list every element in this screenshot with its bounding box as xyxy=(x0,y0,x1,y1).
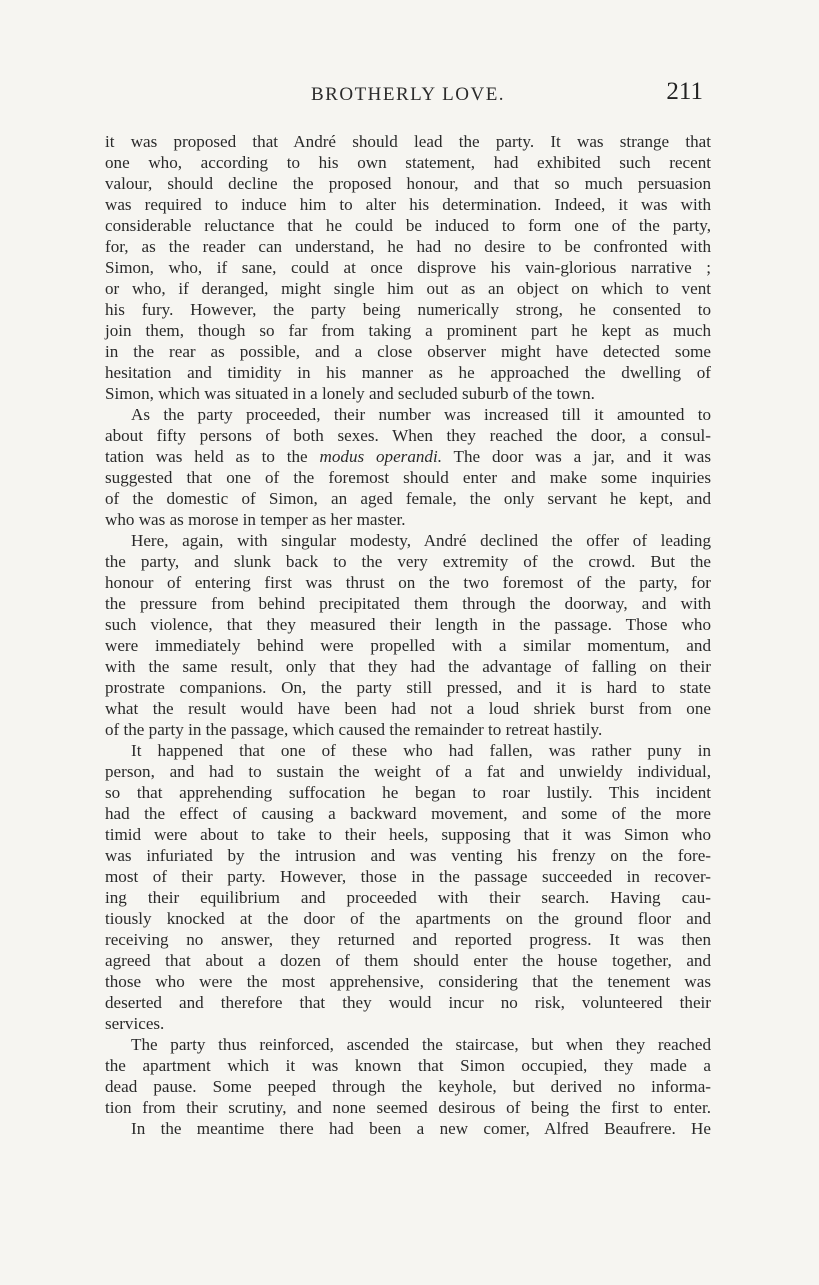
text-segment: or who, if deranged, might single him out as an object on which to vent xyxy=(105,279,711,298)
text-segment: was infuriated by the intrusion and was venting his frenzy on the fore- xyxy=(105,846,711,865)
text-segment: tion from their scrutiny, and none seemed desirous of being the first to enter. xyxy=(105,1098,711,1117)
text-line xyxy=(105,299,711,320)
text-line xyxy=(105,635,711,656)
running-title: BROTHERLY LOVE. xyxy=(311,84,506,105)
text-segment: As the party proceeded, their number was increased till it amounted to xyxy=(131,405,711,424)
text-segment: the pressure from behind precipitated them through the doorway, and with xyxy=(105,594,711,613)
text-segment: of the party in the passage, which caused the remainder to retreat hastily. xyxy=(105,720,603,739)
text-segment: valour, should decline the proposed honour, and that so much persuasion xyxy=(105,174,711,193)
text-segment: agreed that about a dozen of them should enter the house together, and xyxy=(105,951,711,970)
body-text xyxy=(105,131,711,1139)
text-line xyxy=(105,1055,711,1076)
text-line xyxy=(105,719,711,740)
text-segment: in the rear as possible, and a close observer might have detected some xyxy=(105,342,711,361)
text-line xyxy=(105,362,711,383)
text-segment: considerable reluctance that he could be induced to form one of the party, xyxy=(105,216,711,235)
text-line xyxy=(105,467,711,488)
text-segment: person, and had to sustain the weight of a fat and unwieldy individual, xyxy=(105,762,711,781)
text-segment: the party, and slunk back to the very extremity of the crowd. But the xyxy=(105,552,711,571)
text-segment: timid were about to take to their heels, supposing that it was Simon who xyxy=(105,825,711,844)
text-line xyxy=(105,278,711,299)
text-segment: join them, though so far from taking a prominent part he kept as much xyxy=(105,321,711,340)
text-segment: receiving no answer, they returned and reported progress. It was then xyxy=(105,930,711,949)
text-segment: who was as morose in temper as her master. xyxy=(105,510,406,529)
text-segment: it was proposed that André should lead the party. It was strange that xyxy=(105,132,711,151)
text-segment: were immediately behind were propelled with a similar momentum, and xyxy=(105,636,711,655)
text-line xyxy=(105,1097,711,1118)
text-segment: for, as the reader can understand, he had no desire to be confronted with xyxy=(105,237,711,256)
text-segment: about fifty persons of both sexes. When they reached the door, a consul- xyxy=(105,426,711,445)
text-segment: such violence, that they measured their length in the passage. Those who xyxy=(105,615,711,634)
text-line xyxy=(105,782,711,803)
text-line xyxy=(105,740,711,761)
italic-phrase: modus operandi. xyxy=(319,447,442,466)
text-segment: In the meantime there had been a new comer, Alfred Beaufrere. He xyxy=(131,1119,711,1138)
text-line xyxy=(105,824,711,845)
text-line xyxy=(105,488,711,509)
page-number: 211 xyxy=(666,78,703,105)
text-segment: honour of entering first was thrust on the two foremost of the party, for xyxy=(105,573,711,592)
text-line xyxy=(105,257,711,278)
text-segment: Simon, which was situated in a lonely and secluded suburb of the town. xyxy=(105,384,595,403)
text-line xyxy=(105,341,711,362)
text-segment: dead pause. Some peeped through the keyhole, but derived no informa- xyxy=(105,1077,711,1096)
text-segment: Simon, who, if sane, could at once disprove his vain-glorious narrative ; xyxy=(105,258,711,277)
text-line xyxy=(105,425,711,446)
text-line xyxy=(105,383,711,404)
text-segment: so that apprehending suffocation he began to roar lustily. This incident xyxy=(105,783,711,802)
text-line xyxy=(105,404,711,425)
page-header xyxy=(105,78,705,114)
text-line xyxy=(105,194,711,215)
text-segment: deserted and therefore that they would incur no risk, volunteered their xyxy=(105,993,711,1012)
text-segment: those who were the most apprehensive, considering that the tenement was xyxy=(105,972,711,991)
text-line xyxy=(105,236,711,257)
text-segment: Here, again, with singular modesty, André declined the offer of leading xyxy=(131,531,711,550)
text-segment: The door was a jar, and it was xyxy=(442,447,711,466)
text-line xyxy=(105,1076,711,1097)
text-line xyxy=(105,530,711,551)
text-segment: suggested that one of the foremost should enter and make some inquiries xyxy=(105,468,711,487)
text-line xyxy=(105,950,711,971)
text-segment: most of their party. However, those in the passage succeeded in recover- xyxy=(105,867,711,886)
text-segment: his fury. However, the party being numerically strong, he consented to xyxy=(105,300,711,319)
text-line xyxy=(105,1118,711,1139)
text-segment: hesitation and timidity in his manner as he approached the dwelling of xyxy=(105,363,711,382)
text-line xyxy=(105,908,711,929)
text-line xyxy=(105,656,711,677)
text-line xyxy=(105,593,711,614)
text-line xyxy=(105,614,711,635)
text-line xyxy=(105,845,711,866)
text-line xyxy=(105,929,711,950)
text-segment: It happened that one of these who had fallen, was rather puny in xyxy=(131,741,711,760)
text-segment: one who, according to his own statement, had exhibited such recent xyxy=(105,153,711,172)
text-line xyxy=(105,131,711,152)
text-line xyxy=(105,446,711,467)
text-line xyxy=(105,761,711,782)
text-segment: of the domestic of Simon, an aged female, the only servant he kept, and xyxy=(105,489,711,508)
text-line xyxy=(105,677,711,698)
text-line xyxy=(105,971,711,992)
text-line xyxy=(105,320,711,341)
text-segment: with the same result, only that they had the advantage of falling on their xyxy=(105,657,711,676)
text-segment: had the effect of causing a backward movement, and some of the more xyxy=(105,804,711,823)
text-line xyxy=(105,866,711,887)
text-segment: ing their equilibrium and proceeded with their search. Having cau- xyxy=(105,888,711,907)
text-line xyxy=(105,887,711,908)
text-segment: The party thus reinforced, ascended the staircase, but when they reached xyxy=(131,1035,711,1054)
text-line xyxy=(105,551,711,572)
text-line xyxy=(105,173,711,194)
text-segment: tiously knocked at the door of the apartments on the ground floor and xyxy=(105,909,711,928)
text-segment: was required to induce him to alter his determination. Indeed, it was with xyxy=(105,195,711,214)
text-segment: prostrate companions. On, the party still pressed, and it is hard to state xyxy=(105,678,711,697)
text-line xyxy=(105,1013,711,1034)
text-segment: tation was held as to the xyxy=(105,447,320,466)
text-line xyxy=(105,992,711,1013)
text-line xyxy=(105,509,711,530)
text-line xyxy=(105,1034,711,1055)
text-line xyxy=(105,803,711,824)
text-segment: the apartment which it was known that Simon occupied, they made a xyxy=(105,1056,711,1075)
text-line xyxy=(105,572,711,593)
text-segment: what the result would have been had not a loud shriek burst from one xyxy=(105,699,711,718)
text-line xyxy=(105,215,711,236)
text-line xyxy=(105,698,711,719)
text-segment: services. xyxy=(105,1014,165,1033)
text-line xyxy=(105,152,711,173)
